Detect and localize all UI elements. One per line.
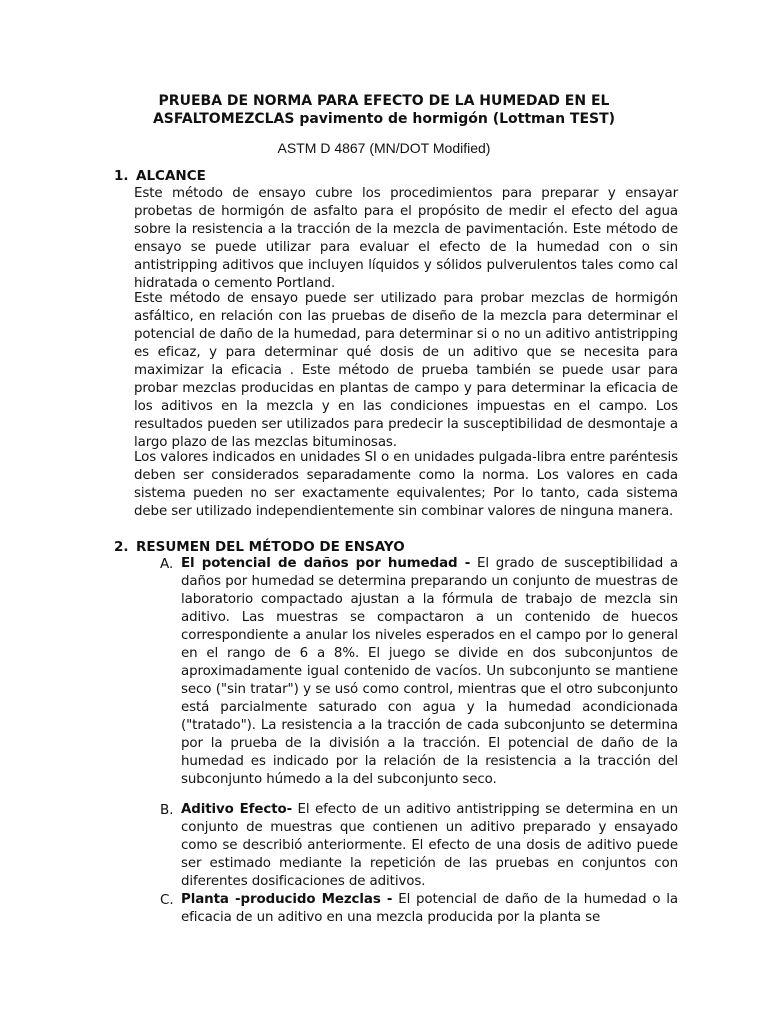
list-item-letter: A. (160, 556, 174, 572)
list-item-heading: El potencial de daños por humedad - (181, 556, 471, 571)
document-subtitle: ASTM D 4867 (MN/DOT Modified) (277, 140, 491, 156)
document-title-line-1: PRUEBA DE NORMA PARA EFECTO DE LA HUMEDAD EN EL (158, 93, 610, 109)
list-item-text (181, 801, 678, 891)
section-title: RESUMEN DEL MÉTODO DE ENSAYO (136, 539, 405, 555)
list-item-heading: Aditivo Efecto- (181, 802, 293, 817)
section-number: 2. (114, 539, 129, 555)
list-item-letter: B. (160, 802, 174, 818)
list-item-body: El efecto de un aditivo antistripping se determina en un conjunto de muestras que contienen un aditivo preparado y ensayado como se describió anteriormente. El efecto de una dosis de aditivo puede ser estimado mediante la repetición de las pruebas en conjuntos con diferentes dosificaciones de aditivos. (181, 802, 678, 889)
list-item-heading: Planta -producido Mezclas - (181, 892, 393, 907)
document-title (110, 92, 658, 128)
list-item-text (181, 891, 678, 927)
section-paragraph: Los valores indicados en unidades SI o en unidades pulgada-libra entre paréntesis deben ser considerados separadamente como la norma. Los valores en cada sistema pueden no ser exactamente equivalentes; Por lo tanto, cada sistema debe ser utilizado independientemente sin combinar valores de ninguna manera. (134, 450, 678, 519)
section-number: 1. (114, 168, 129, 184)
list-item-body: El grado de susceptibilidad a daños por humedad se determina preparando un conjunto de muestras de laboratorio compactado ajustan a la fórmula de trabajo de mezcla sin aditivo. Las muestras se compactaron a un contenido de huecos correspondiente a anular los niveles esperados en el campo por lo general en el rango de 6 a 8%. El juego se divide en dos subconjuntos de aproximadamente igual contenido de vacíos. Un subconjunto se mantiene seco ("sin tratar") y se usó como control, mientras que el otro subconjunto está parcialmente saturado con agua y la humedad acondicionada ("tratado"). La resistencia a la tracción de cada subconjunto se determina por la prueba de la división a la tracción. El potencial de daño de la humedad es indicado por la relación de la resistencia a la tracción del subconjunto húmedo a la del subconjunto seco. (181, 556, 678, 787)
list-item-text (181, 555, 678, 789)
list-item-body: El potencial de daño de la humedad o la eficacia de un aditivo en una mezcla producida por la planta se (181, 892, 678, 925)
document-title-line-2: ASFALTOMEZCLAS pavimento de hormigón (Lottman TEST) (152, 111, 616, 127)
section-paragraph: Este método de ensayo puede ser utilizado para probar mezclas de hormigón asfáltico, en relación con las pruebas de diseño de la mezcla para determinar el potencial de daño de la humedad, para determinar si o no un aditivo antistripping es eficaz, y para determinar qué dosis de un aditivo que se necesita para maximizar la eficacia . Este método de prueba también se puede usar para probar mezclas producidas en plantas de campo y para determinar la eficacia de los aditivos en la mezcla y en las condiciones impuestas en el campo. Los resultados pueden ser utilizados para predecir la susceptibilidad de desmontaje a largo plazo de las mezclas bituminosas. (134, 291, 678, 450)
section-paragraph: Este método de ensayo cubre los procedimientos para preparar y ensayar probetas de hormigón de asfalto para el propósito de medir el efecto del agua sobre la resistencia a la tracción de la mezcla de pavimentación. Este método de ensayo se puede utilizar para evaluar el efecto de la humedad con o sin antistripping aditivos que incluyen líquidos y sólidos pulverulentos tales como cal hidratada o cemento Portland. (134, 186, 678, 291)
section-title: ALCANCE (136, 168, 206, 184)
list-item-letter: C. (160, 892, 174, 908)
